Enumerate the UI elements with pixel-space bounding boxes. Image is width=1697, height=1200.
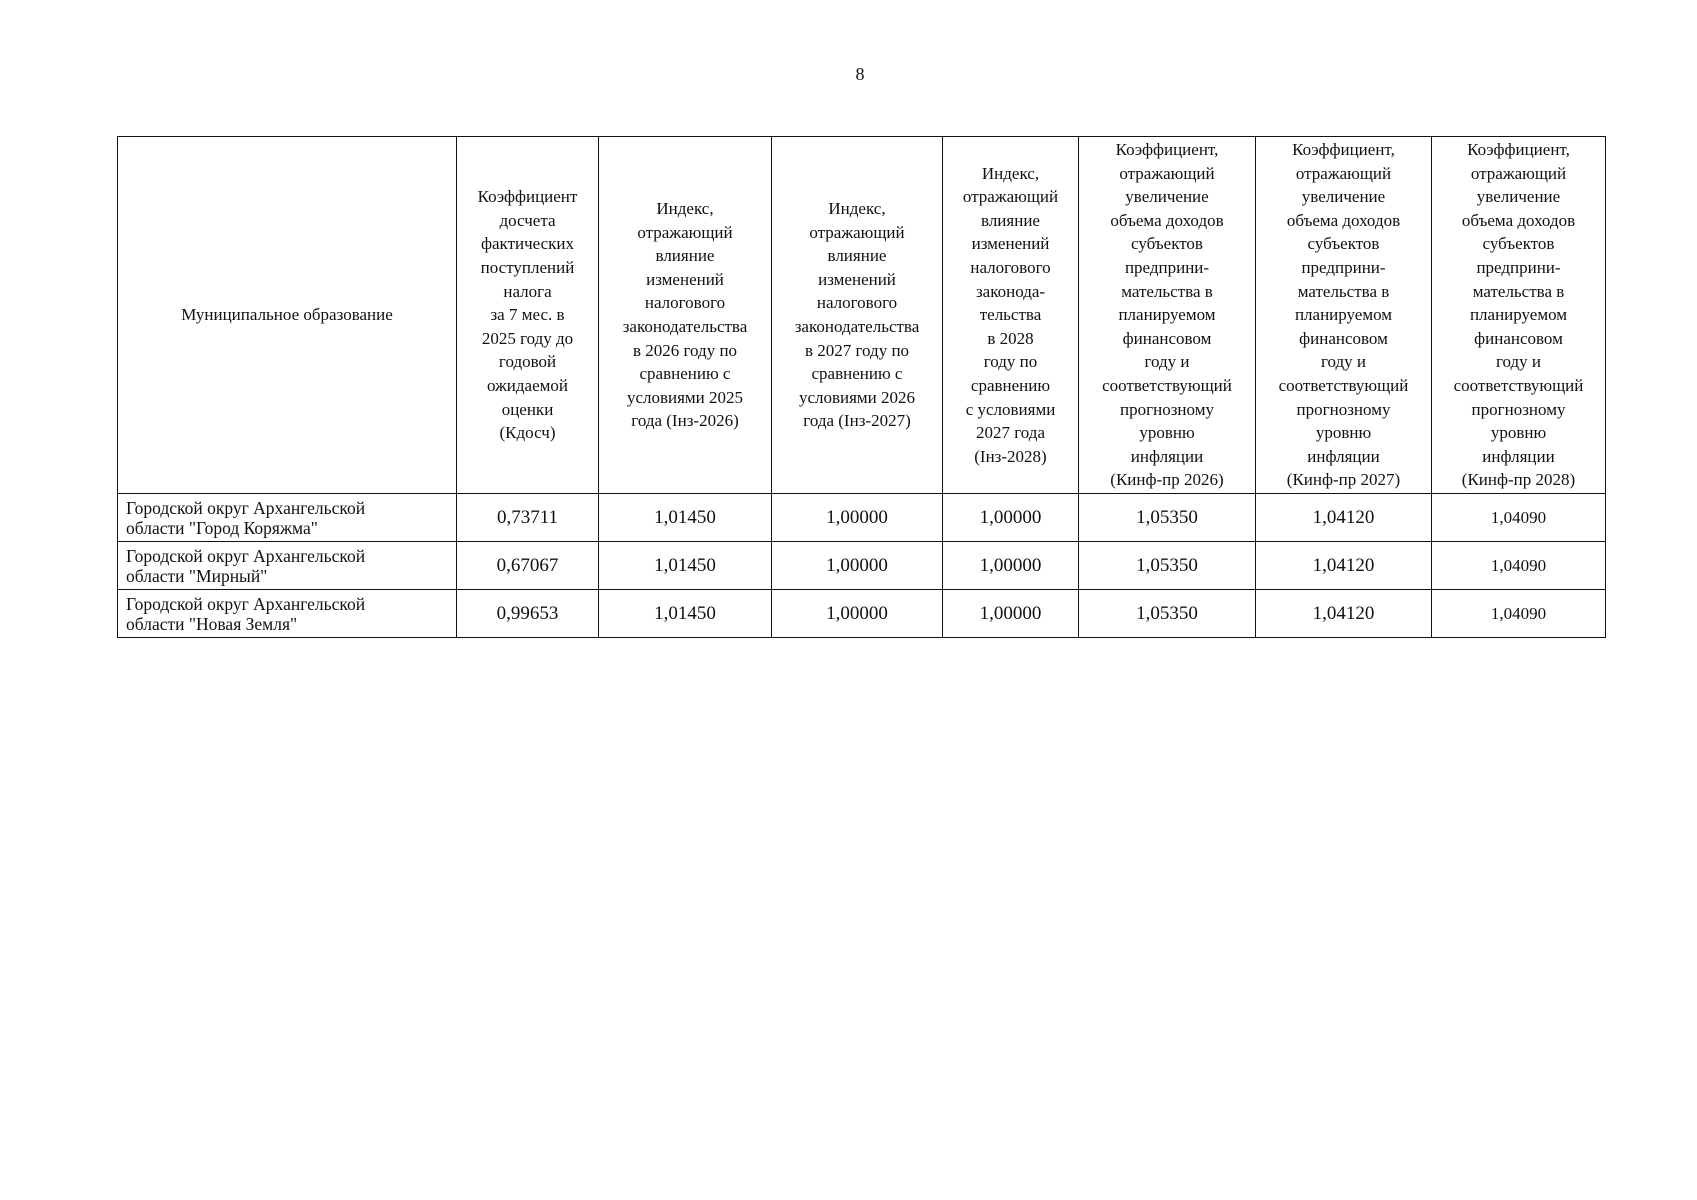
inz-2028-value: 1,00000: [943, 542, 1079, 590]
page-number: 8: [855, 64, 865, 84]
header-inz-2026: Индекс, отражающий влияние изменений налогового законодательства в 2026 году по сравнению с условиями 2025 года (Iнз-2026): [599, 137, 772, 494]
kdosch-value: 0,73711: [457, 494, 599, 542]
header-row: [118, 137, 1606, 494]
header-municipality: Муниципальное образование: [118, 137, 457, 494]
kinf-2026-value: 1,05350: [1079, 494, 1256, 542]
municipality-name: Городской округ Архангельской области "Город Коряжма": [118, 494, 457, 542]
kinf-2028-value: 1,04090: [1432, 590, 1606, 638]
inz-2028-value: 1,00000: [943, 590, 1079, 638]
kinf-2027-value: 1,04120: [1256, 494, 1432, 542]
municipality-name: Городской округ Архангельской области "Новая Земля": [118, 590, 457, 638]
kdosch-value: 0,99653: [457, 590, 599, 638]
kdosch-value: 0,67067: [457, 542, 599, 590]
table-row: [118, 494, 1606, 542]
kinf-2028-value: 1,04090: [1432, 542, 1606, 590]
header-kinf-2026: Коэффициент, отражающий увеличение объема доходов субъектов предприни- мательства в планируемом финансовом году и соответствующий прогнозному уровню инфляции (Кинф-пр 2026): [1079, 137, 1256, 494]
kinf-2028-value: 1,04090: [1432, 494, 1606, 542]
kinf-2026-value: 1,05350: [1079, 542, 1256, 590]
inz-2028-value: 1,00000: [943, 494, 1079, 542]
inz-2026-value: 1,01450: [599, 494, 772, 542]
table-row: [118, 590, 1606, 638]
header-kinf-2028: Коэффициент, отражающий увеличение объема доходов субъектов предприни- мательства в планируемом финансовом году и соответствующий прогнозному уровню инфляции (Кинф-пр 2028): [1432, 137, 1606, 494]
inz-2026-value: 1,01450: [599, 542, 772, 590]
coefficients-table: [117, 136, 1606, 638]
header-inz-2027: Индекс, отражающий влияние изменений налогового законодательства в 2027 году по сравнению с условиями 2026 года (Iнз-2027): [772, 137, 943, 494]
header-kdosch: Коэффициент досчета фактических поступлений налога за 7 мес. в 2025 году до годовой ожидаемой оценки (Кдосч): [457, 137, 599, 494]
kinf-2027-value: 1,04120: [1256, 590, 1432, 638]
inz-2026-value: 1,01450: [599, 590, 772, 638]
inz-2027-value: 1,00000: [772, 542, 943, 590]
header-inz-2028: Индекс, отражающий влияние изменений налогового законода- тельства в 2028 году по сравнению с условиями 2027 года (Iнз-2028): [943, 137, 1079, 494]
kinf-2026-value: 1,05350: [1079, 590, 1256, 638]
inz-2027-value: 1,00000: [772, 590, 943, 638]
municipality-name: Городской округ Архангельской области "Мирный": [118, 542, 457, 590]
table-row: [118, 542, 1606, 590]
kinf-2027-value: 1,04120: [1256, 542, 1432, 590]
inz-2027-value: 1,00000: [772, 494, 943, 542]
header-kinf-2027: Коэффициент, отражающий увеличение объема доходов субъектов предприни- мательства в планируемом финансовом году и соответствующий прогнозному уровню инфляции (Кинф-пр 2027): [1256, 137, 1432, 494]
